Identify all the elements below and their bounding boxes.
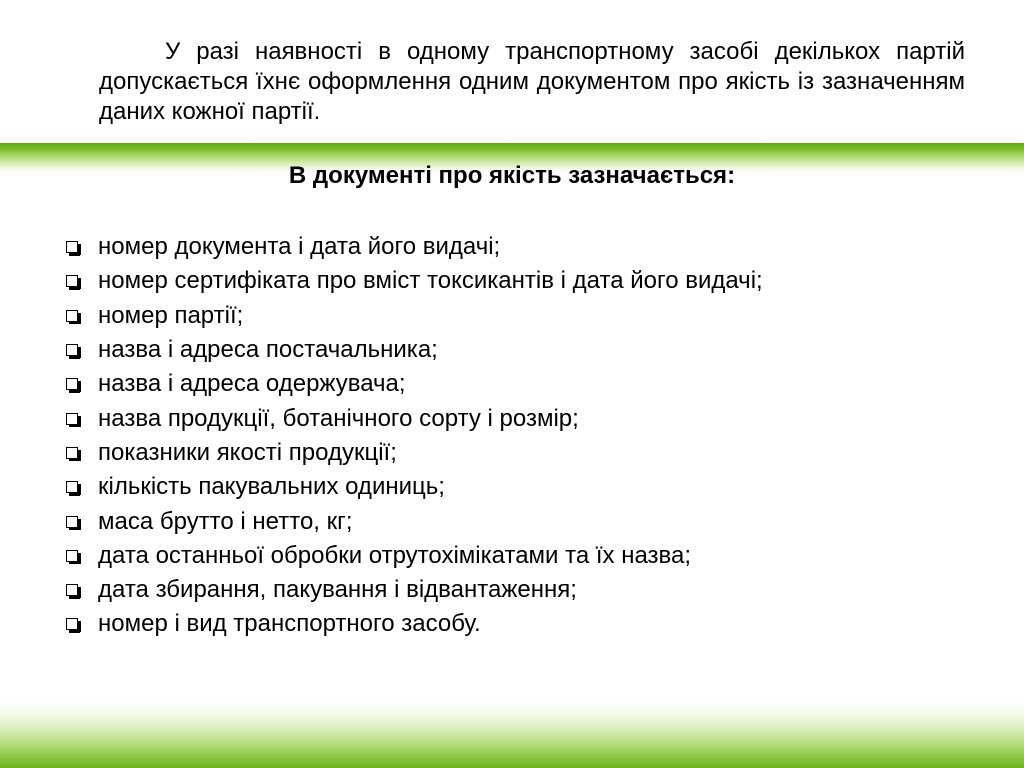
- checkbox-square-icon: [66, 378, 78, 390]
- list-item: [64, 401, 763, 435]
- list-item-text: назва і адреса постачальника;: [98, 336, 438, 364]
- list-item-text: дата збирання, пакування і відвантаження;: [98, 576, 577, 604]
- checkbox-square-icon: [66, 447, 78, 459]
- list-item: [64, 607, 763, 641]
- list-item: [64, 299, 763, 333]
- list-item-text: кількість пакувальних одиниць;: [98, 473, 445, 501]
- list-item: [64, 264, 763, 298]
- list-item-text: номер партії;: [98, 301, 244, 329]
- checkbox-square-icon: [66, 275, 78, 287]
- list-item-text: номер сертифіката про вміст токсикантів і дата його видачі;: [98, 267, 763, 295]
- checkbox-square-icon: [66, 481, 78, 493]
- list-item: [64, 470, 763, 504]
- checkbox-square-icon: [66, 584, 78, 596]
- checkbox-square-icon: [66, 413, 78, 425]
- list-item-text: номер документа і дата його видачі;: [98, 233, 501, 261]
- list-item-text: назва продукції, ботанічного сорту і розмір;: [98, 404, 579, 432]
- checkbox-square-icon: [66, 310, 78, 322]
- list-item: [64, 539, 763, 573]
- list-item-text: номер і вид транспортного засобу.: [98, 610, 481, 638]
- list-item: [64, 573, 763, 607]
- list-item-text: дата останньої обробки отрутохімікатами та їх назва;: [98, 541, 692, 569]
- checkbox-square-icon: [66, 516, 78, 528]
- list-item: [64, 504, 763, 538]
- list-item: [64, 436, 763, 470]
- checkbox-square-icon: [66, 344, 78, 356]
- list-item: [64, 230, 763, 264]
- bottom-green-band: [0, 700, 1024, 768]
- list-heading: В документі про якість зазначається:: [288, 162, 736, 189]
- requirements-list: [64, 230, 763, 642]
- checkbox-square-icon: [66, 618, 78, 630]
- list-item: [64, 367, 763, 401]
- checkbox-square-icon: [66, 241, 78, 253]
- list-item-text: маса брутто і нетто, кг;: [98, 507, 353, 535]
- list-item-text: назва і адреса одержувача;: [98, 370, 406, 398]
- checkbox-square-icon: [66, 550, 78, 562]
- intro-paragraph: У разі наявності в одному транспортному засобі декількох партій допускається їхнє оформлення одним документом про якість із зазначенням даних кожної партії.: [99, 38, 965, 125]
- list-item-text: показники якості продукції;: [98, 438, 397, 466]
- list-item: [64, 333, 763, 367]
